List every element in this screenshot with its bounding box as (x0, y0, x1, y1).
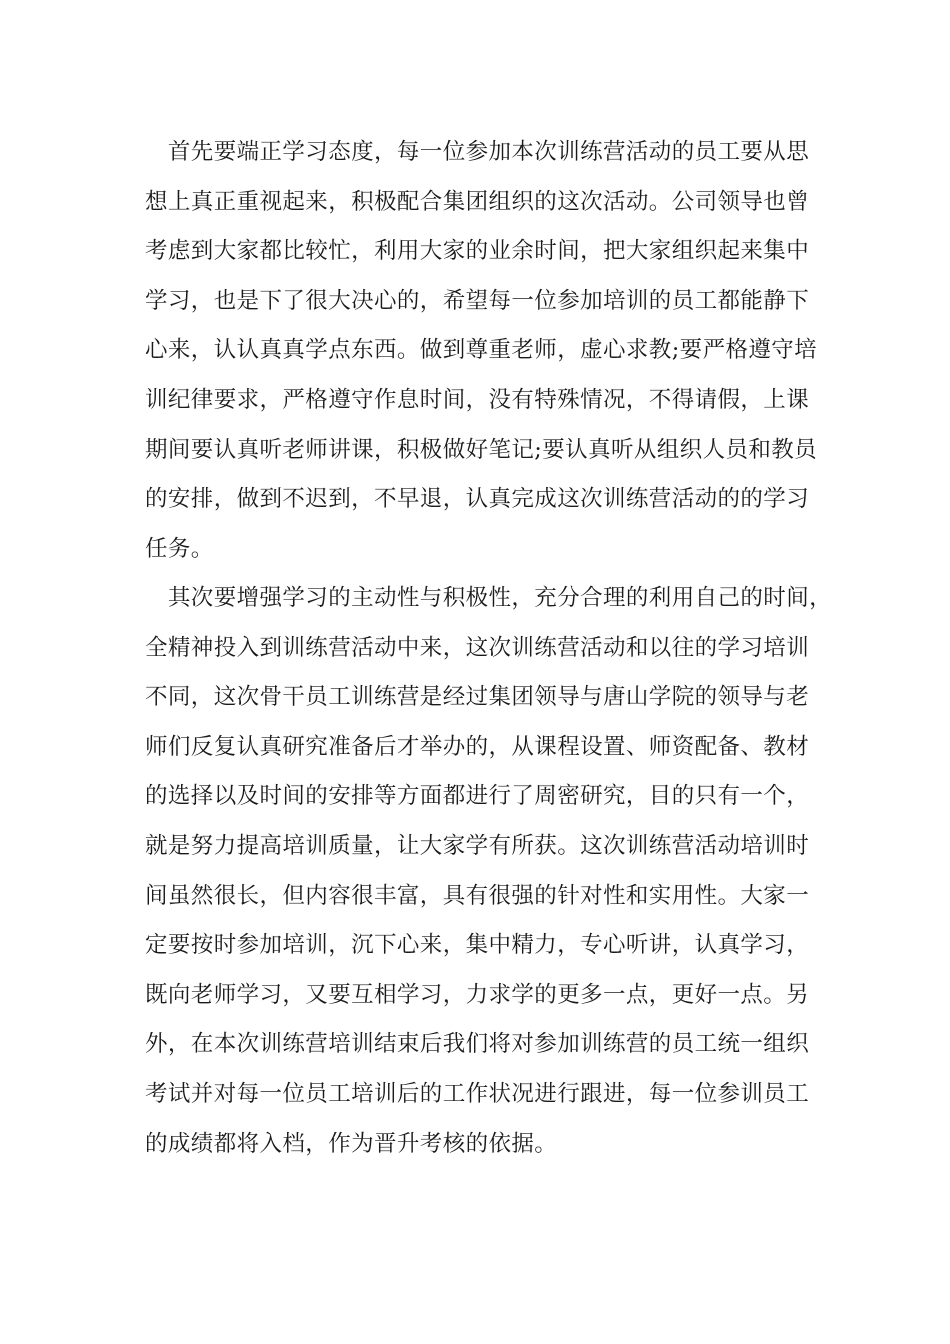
text-line: 不同，这次骨干员工训练营是经过集团领导与唐山学院的领导与老 (145, 684, 810, 711)
text-line: 的成绩都将入档，作为晋升考核的依据。 (145, 1130, 558, 1157)
text-line: 间虽然很长，但内容很丰富，具有很强的针对性和实用性。大家一 (145, 882, 810, 909)
text-line: 期间要认真听老师讲课，积极做好笔记;要认真听从组织人员和教员 (145, 436, 818, 463)
text-line: 其次要增强学习的主动性与积极性，充分合理的利用自己的时间， (145, 585, 833, 611)
text-line: 首先要端正学习态度，每一位参加本次训练营活动的员工要从思 (145, 139, 810, 165)
text-line: 考虑到大家都比较忙，利用大家的业余时间，把大家组织起来集中 (145, 238, 810, 265)
text-line: 定要按时参加培训，沉下心来，集中精力，专心听讲，认真学习， (145, 932, 810, 959)
text-line: 学习，也是下了很大决心的，希望每一位参加培训的员工都能静下 (145, 287, 810, 314)
text-line: 既向老师学习，又要互相学习，力求学的更多一点，更好一点。另 (145, 981, 810, 1008)
text-line: 就是努力提高培训质量，让大家学有所获。这次训练营活动培训时 (145, 833, 810, 859)
text-line: 考试并对每一位员工培训后的工作状况进行跟进，每一位参训员工 (145, 1081, 810, 1107)
text-line: 想上真正重视起来，积极配合集团组织的这次活动。公司领导也曾 (145, 188, 810, 215)
text-line: 的选择以及时间的安排等方面都进行了周密研究，目的只有一个， (145, 783, 810, 810)
text-line: 训纪律要求，严格遵守作息时间，没有特殊情况，不得请假，上课 (145, 387, 810, 413)
text-line: 外，在本次训练营培训结束后我们将对参加训练营的员工统一组织 (145, 1031, 810, 1058)
text-line: 的安排，做到不迟到，不早退，认真完成这次训练营活动的的学习 (145, 486, 810, 513)
text-line: 师们反复认真研究准备后才举办的，从课程设置、师资配备、教材 (145, 733, 810, 760)
text-line: 全精神投入到训练营活动中来，这次训练营活动和以往的学习培训 (145, 634, 810, 661)
text-line: 任务。 (145, 535, 214, 562)
text-line: 心来，认认真真学点东西。做到尊重老师，虚心求教;要严格遵守培 (145, 337, 818, 364)
